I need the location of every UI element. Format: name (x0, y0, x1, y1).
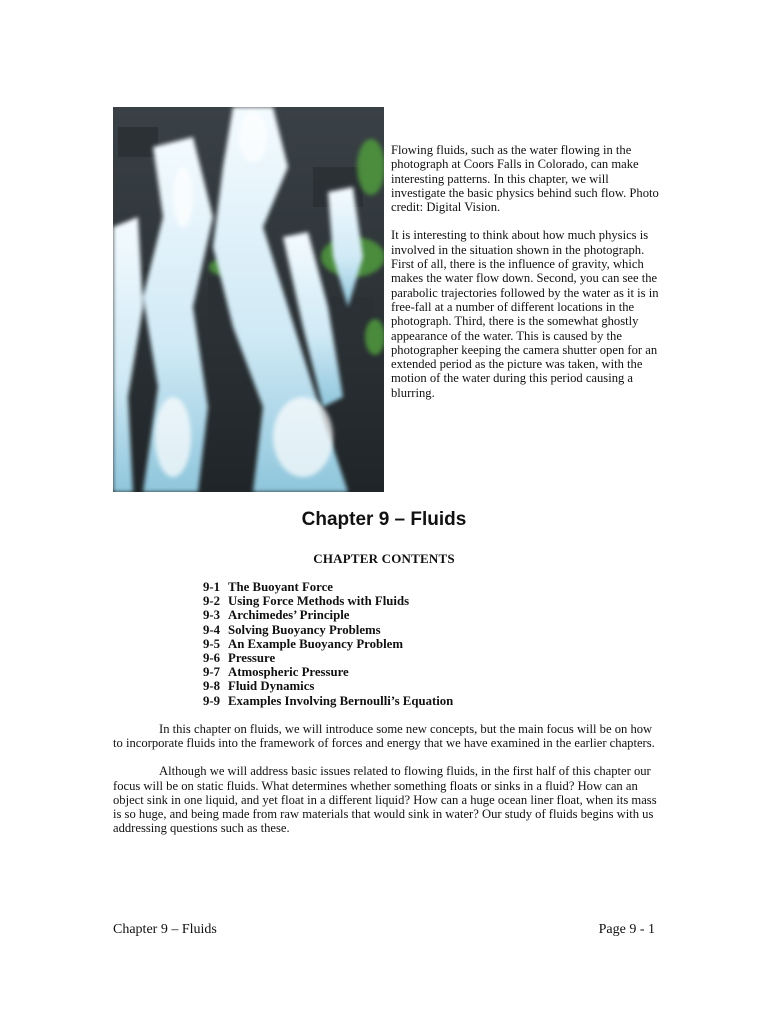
toc-item-title: Atmospheric Pressure (228, 665, 349, 680)
toc-item-title: Examples Involving Bernoulli’s Equation (228, 693, 454, 708)
toc-item-number: 9-6 (203, 651, 221, 666)
toc-item (203, 637, 453, 651)
toc-item-number: 9-5 (203, 636, 221, 651)
toc-item-title: Solving Buoyancy Problems (228, 622, 381, 637)
toc-item (203, 594, 453, 608)
footer-page-number: Page 9 - 1 (598, 922, 655, 937)
toc-item-number: 9-1 (203, 580, 221, 594)
caption-paragraph: It is interesting to think about how much physics is involved in the situation shown in the photograph. First of all, there is the influence of gravity, which makes the water flow down. Second, you can see the parabolic trajectories followed by the water as it is in free-fall at a number of different locations in the photograph. Third, there is the somewhat ghostly appearance of the water. This is caused by the photographer keeping the camera shutter open for an extended period as the picture was taken, with the motion of the water during this period causing a blurring. (391, 228, 659, 400)
toc-item-number: 9-4 (203, 622, 221, 637)
toc-item-title: Using Force Methods with Fluids (228, 594, 410, 609)
toc-item-title: The Buoyant Force (228, 580, 333, 594)
toc-item-title: Pressure (228, 651, 276, 666)
toc-item-number: 9-7 (203, 665, 221, 680)
footer-chapter: Chapter 9 – Fluids (113, 922, 217, 937)
toc-item (203, 608, 453, 622)
toc-item-title: Archimedes’ Principle (228, 608, 350, 623)
table-of-contents (203, 580, 453, 708)
chapter-title: Chapter 9 – Fluids (301, 509, 467, 530)
contents-heading: CHAPTER CONTENTS (313, 551, 455, 566)
caption-paragraph: Flowing fluids, such as the water flowing in the photograph at Coors Falls in Colorado, can make interesting patterns. In this chapter, we will investigate the basic physics behind such flow. Photo credit: Digital Vision. (391, 143, 659, 215)
toc-item-number: 9-3 (203, 608, 221, 623)
toc-item (203, 694, 453, 708)
body-text (113, 722, 658, 849)
toc-item (203, 623, 453, 637)
waterfall-photo (113, 107, 384, 492)
body-paragraph: In this chapter on fluids, we will introduce some new concepts, but the main focus will be on how to incorporate fluids into the framework of forces and energy that we have examined in the earlier chapters. (113, 722, 655, 751)
photo-caption (391, 143, 661, 414)
body-paragraph: Although we will address basic issues related to flowing fluids, in the first half of this chapter our focus will be on static fluids. What determines whether something floats or sinks in a fluid? How can an object sink in one liquid, and yet float in a different liquid? How can a huge ocean liner float, when its mass is so huge, and being made from raw materials that would sink in water? Our study of fluids begins with us addressing questions such as these. (113, 764, 657, 836)
toc-item-number: 9-9 (203, 693, 221, 708)
toc-item (203, 679, 453, 693)
toc-item (203, 665, 453, 679)
toc-item-title: An Example Buoyancy Problem (228, 636, 404, 651)
toc-item-number: 9-2 (203, 594, 221, 609)
toc-item (203, 651, 453, 665)
toc-item-title: Fluid Dynamics (228, 679, 315, 694)
toc-item-number: 9-8 (203, 679, 221, 694)
toc-item (203, 580, 453, 594)
